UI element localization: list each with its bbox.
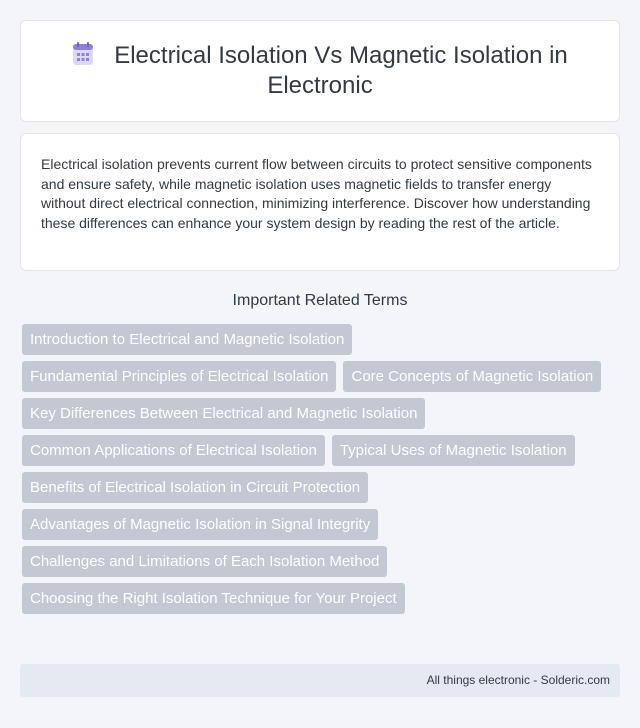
title-card <box>20 20 620 122</box>
related-term-tag[interactable]: Introduction to Electrical and Magnetic Isolation <box>22 324 352 355</box>
footer-credit: All things electronic - Solderic.com <box>426 673 610 687</box>
footer <box>20 664 620 697</box>
related-term-tag[interactable]: Challenges and Limitations of Each Isolation Method <box>22 546 387 577</box>
related-term-tag[interactable]: Choosing the Right Isolation Technique for Your Project <box>22 583 405 614</box>
page-title-block <box>51 41 589 101</box>
related-term-tag[interactable]: Advantages of Magnetic Isolation in Signal Integrity <box>22 509 378 540</box>
related-term-tag[interactable]: Typical Uses of Magnetic Isolation <box>332 435 575 466</box>
intro-paragraph: Electrical isolation prevents current flow between circuits to protect sensitive components and ensure safety, while magnetic isolation uses magnetic fields to transfer energy without direct electrical connection, minimizing interference. Discover how understanding these differences can enhance your system design by reading the rest of the article. <box>41 156 592 231</box>
related-term-tag[interactable]: Benefits of Electrical Isolation in Circuit Protection <box>22 472 368 503</box>
calendar-grid-icon <box>72 42 94 66</box>
related-term-tag[interactable]: Fundamental Principles of Electrical Isolation <box>22 361 336 392</box>
intro-card <box>20 133 620 271</box>
related-term-tag[interactable]: Common Applications of Electrical Isolation <box>22 435 325 466</box>
related-terms-heading: Important Related Terms <box>232 292 408 309</box>
related-term-tag[interactable]: Key Differences Between Electrical and Magnetic Isolation <box>22 398 425 429</box>
related-term-tag[interactable]: Core Concepts of Magnetic Isolation <box>343 361 601 392</box>
page-title: Electrical Isolation Vs Magnetic Isolation in Electronic <box>114 42 568 99</box>
related-terms-list <box>22 324 622 614</box>
